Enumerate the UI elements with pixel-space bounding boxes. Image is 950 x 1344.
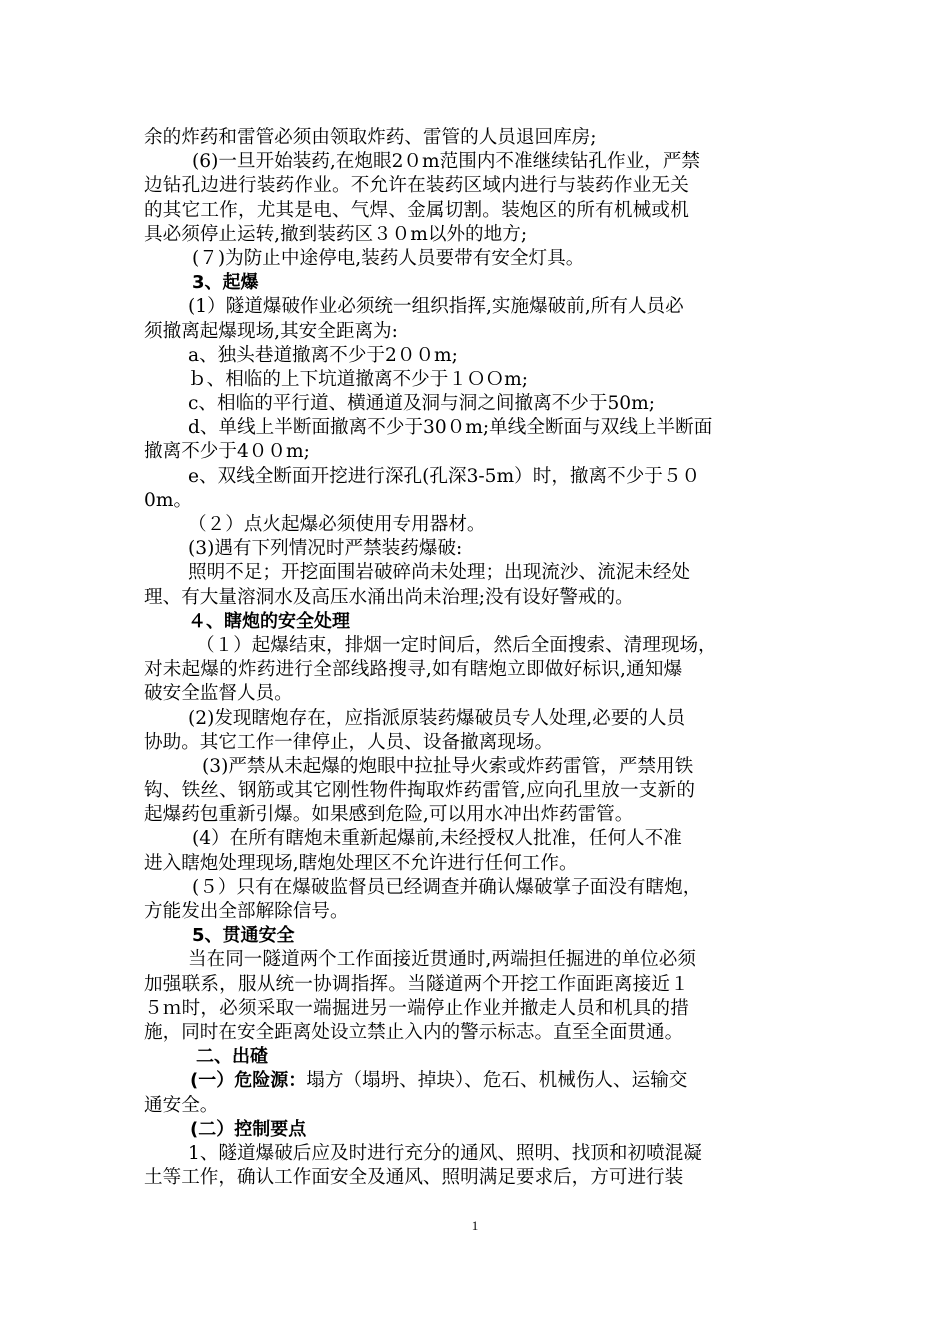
text-line: 的其它工作，尤其是电、气焊、金属切割。装炮区的所有机械或机	[144, 199, 690, 221]
text-line: 当在同一隧道两个工作面接近贯通时,两端担任掘进的单位必须	[188, 949, 696, 971]
text-line: 通安全。	[144, 1094, 219, 1116]
text-line: (6)一旦开始装药,在炮眼2０m范围内不准继续钻孔作业，严禁	[192, 151, 700, 173]
list-item: a、独头巷道撤离不少于2００m;	[188, 344, 458, 366]
hazard-label: (一）危险源：	[190, 1070, 307, 1092]
text-line: 照明不足；开挖面围岩破碎尚未处理；出现流沙、流泥未经处	[188, 562, 691, 584]
text-line: 协助。其它工作一律停止，人员、设备撤离现场。	[144, 731, 554, 753]
text-line: 边钻孔边进行装药作业。不允许在装药区域内进行与装药作业无关	[144, 175, 690, 197]
list-item: c、相临的平行道、横通道及洞与洞之间撤离不少于50m;	[188, 393, 656, 415]
text-line: 余的炸药和雷管必须由领取炸药、雷管的人员退回库房;	[144, 127, 597, 148]
text-line: 对未起爆的炸药进行全部线路搜寻,如有瞎炮立即做好标识,通知爆	[144, 659, 683, 681]
text-line: （１）起爆结束，排烟一定时间后，然后全面搜索、清理现场，	[196, 634, 717, 656]
section-heading: 3、起爆	[192, 272, 259, 294]
hazard-text: 塌方（塌坍、掉块）、危石、机械伤人、运输交	[306, 1070, 688, 1092]
section-heading: 5、贯通安全	[192, 925, 295, 947]
text-line: (4）在所有瞎炮未重新起爆前,未经授权人批准，任何人不准	[192, 828, 682, 850]
text-line: (2)发现瞎炮存在，应指派原装药爆破员专人处理,必要的人员	[188, 707, 686, 729]
text-line: 钩、铁丝、钢筋或其它刚性物件掏取炸药雷管,应向孔里放一支新的	[144, 780, 696, 802]
text-line: ５ｍ时，必须采取一端掘进另一端停止作业并撤走人员和机具的措	[144, 997, 690, 1019]
text-line: (3)遇有下列情况时严禁装药爆破:	[188, 538, 463, 560]
text-line: 0m。	[144, 489, 193, 511]
text-line: 理、有大量溶洞水及高压水涌出尚未治理;没有设好警戒的。	[144, 586, 634, 608]
text-line: 破安全监督人员。	[144, 683, 293, 705]
text-line: 进入瞎炮处理现场,瞎炮处理区不允许进行任何工作。	[144, 852, 578, 874]
text-line	[144, 1069, 808, 1093]
text-line: 撤离不少于4００m;	[144, 441, 310, 463]
section-heading: 二、出碴	[196, 1046, 268, 1068]
text-line: 施，同时在安全距离处设立禁止入内的警示标志。直至全面贯通。	[144, 1021, 684, 1043]
text-line: 方能发出全部解除信号。	[144, 901, 349, 922]
text-line: (1）隧道爆破作业必须统一组织指挥,实施爆破前,所有人员必	[188, 296, 684, 318]
section-heading: ４、瞎炮的安全处理	[188, 610, 350, 632]
list-item: e、双线全断面开挖进行深孔(孔深3-5m）时，撤离不少于５０	[188, 465, 701, 487]
text-line: 具必须停止运转,撤到装药区３０m以外的地方;	[144, 223, 528, 245]
list-item: ｂ、相临的上下坑道撤离不少于１ＯＯm;	[188, 368, 528, 390]
section-heading: (二）控制要点	[190, 1118, 307, 1140]
document-body	[144, 126, 808, 1190]
text-line: (3)严禁从未起爆的炮眼中拉扯导火索或炸药雷管，严禁用铁	[202, 755, 694, 777]
text-line: 加强联系，服从统一协调指挥。当隧道两个开挖工作面距离接近１	[144, 973, 690, 995]
page-number: 1	[471, 1218, 479, 1233]
text-line: 起爆药包重新引爆。如果感到危险,可以用水冲出炸药雷管。	[144, 804, 634, 826]
text-line: 1、隧道爆破后应及时进行充分的通风、照明、找顶和初喷混凝	[188, 1142, 702, 1164]
text-line: 土等工作，确认工作面安全及通风、照明满足要求后，方可进行装	[144, 1167, 684, 1189]
list-item: d、单线上半断面撤离不少于30０m;单线全断面与双线上半断面	[188, 417, 713, 439]
text-line: (７)为防止中途停电,装药人员要带有安全灯具。	[192, 247, 585, 269]
text-line: (５）只有在爆破监督员已经调查并确认爆破掌子面没有瞎炮，	[192, 876, 702, 898]
text-line: 须撤离起爆现场,其安全距离为:	[144, 320, 398, 342]
text-line: （２）点火起爆必须使用专用器材。	[188, 514, 486, 535]
